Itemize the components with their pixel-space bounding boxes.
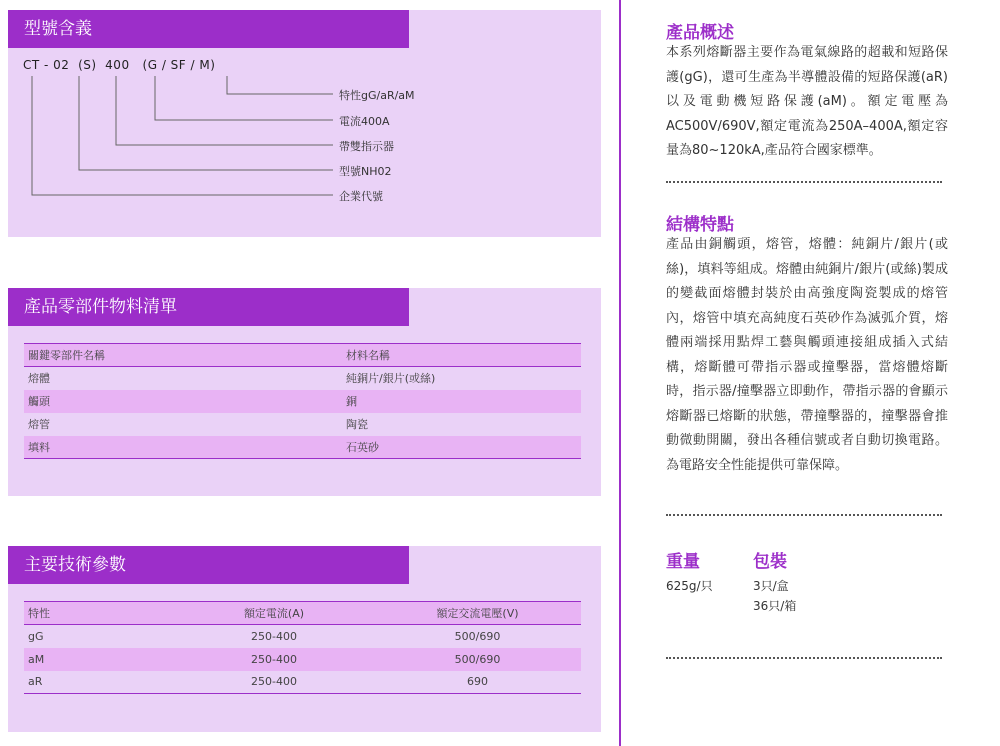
packing-title: 包裝 — [753, 552, 787, 572]
table-cell: aR — [24, 671, 174, 694]
label-current: 電流400A — [339, 115, 390, 128]
label-feature: 特性gG/aR/aM — [339, 89, 415, 102]
params-table — [24, 601, 581, 694]
table-row — [24, 367, 581, 390]
label-company: 企業代號 — [339, 190, 383, 203]
table-cell: 觸頭 — [24, 390, 342, 413]
parts-table — [24, 343, 581, 459]
dotted-divider — [666, 514, 942, 516]
table-cell: aM — [24, 648, 174, 671]
model-meaning-title: 型號含義 — [8, 10, 409, 48]
dotted-divider — [666, 657, 942, 659]
overview-title: 產品概述 — [666, 23, 734, 43]
table-cell: 500/690 — [374, 648, 581, 671]
table-cell: 250-400 — [174, 671, 374, 694]
table-row — [24, 436, 581, 459]
parts-panel — [8, 288, 601, 496]
table-cell: 陶瓷 — [346, 418, 368, 431]
parts-title: 產品零部件物料清單 — [8, 288, 409, 326]
features-title: 結構特點 — [666, 215, 734, 235]
table-row — [24, 390, 581, 413]
table-cell: 純銅片/銀片(或絲) — [346, 372, 436, 386]
table-cell: 填料 — [24, 436, 342, 459]
table-cell: 熔體 — [28, 372, 50, 386]
tree-line-feature — [227, 76, 333, 94]
tree-line-model — [79, 76, 333, 170]
table-cell: 銅 — [342, 390, 581, 413]
header-cell: 關鍵零部件名稱 — [24, 344, 342, 367]
table-row — [24, 625, 581, 648]
table-cell: gG — [28, 629, 44, 643]
overview-text: 本系列熔斷器主要作為電氣線路的超載和短路保護(gG)，還可生產為半導體設備的短路保護(aR)以及電動機短路保護(aM)。額定電壓為AC500V/690V,額定電流為250A–400A,額定容量為80~120kA,產品符合國家標準。 — [666, 45, 948, 158]
header-cell: 額定電流(A) — [174, 602, 374, 625]
table-cell: 250-400 — [174, 648, 374, 671]
params-panel — [8, 546, 601, 732]
table-cell: 500/690 — [454, 629, 501, 643]
model-meaning-panel — [8, 10, 601, 237]
tree-line-current — [155, 76, 333, 120]
table-cell: 250-400 — [251, 629, 297, 643]
header-cell: 特性 — [24, 602, 174, 625]
weight-title: 重量 — [666, 552, 700, 572]
header-cell: 額定交流電壓(V) — [374, 602, 581, 625]
weight-value: 625g/只 — [666, 579, 713, 593]
header-cell: 材料名稱 — [342, 344, 581, 367]
table-header-row — [24, 344, 581, 367]
model-code: CT - 02 (S) 400 (G / SF / M) — [23, 58, 216, 72]
label-indicator: 帶雙指示器 — [339, 140, 394, 153]
table-row — [24, 671, 581, 694]
table-cell: 熔管 — [28, 418, 50, 431]
params-title: 主要技術參數 — [8, 546, 409, 584]
table-row — [24, 648, 581, 671]
dotted-divider — [666, 181, 942, 183]
table-header-row — [24, 602, 581, 625]
tree-line-indicator — [116, 76, 333, 145]
features-text: 產品由銅觸頭，熔管，熔體：純銅片/銀片(或絲)，填料等組成。熔體由純銅片/銀片(或絲)製成的變截面熔體封裝於由高強度陶瓷製成的熔管內，熔管中填充高純度石英砂作為滅弧介質，熔體兩端採用點焊工藝與觸頭連接組成插入式結構，熔斷體可帶指示器或撞擊器，當熔體熔斷時，指示器/撞擊器立即動作，帶指示器的會顯示熔斷器已熔斷的狀態，帶撞擊器的，撞擊器會推動微動開關，發出各種信號或者自動切換電路。為電路安全性能提供可靠保障。 — [666, 237, 948, 473]
packing-line-case: 36只/箱 — [753, 599, 797, 613]
model-tree-lines — [8, 10, 601, 237]
table-cell: 石英砂 — [342, 436, 581, 459]
table-row — [24, 413, 581, 436]
label-model: 型號NH02 — [339, 165, 392, 178]
packing-line-box: 3只/盒 — [753, 579, 789, 593]
table-cell: 690 — [374, 671, 581, 694]
column-divider — [619, 0, 621, 746]
